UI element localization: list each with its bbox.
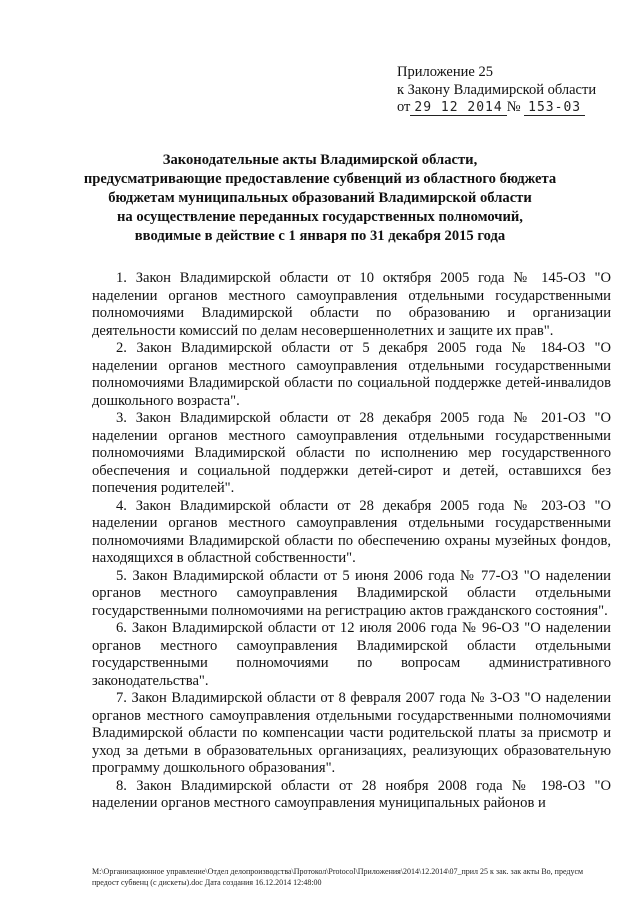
title-line: Законодательные акты Владимирской области, <box>162 152 478 168</box>
from-prefix: от <box>397 99 411 115</box>
appendix-date-line <box>397 99 632 117</box>
title-line: предусматривающие предоставление субвенций из областного бюджета <box>83 171 557 187</box>
appendix-law-reference: к Закону Владимирской области <box>397 81 597 98</box>
footer-path-line: предост субвенц (с дискеты).doc Дата создания 16.12.2014 12:48:00 <box>92 877 322 887</box>
number-sign: № <box>506 99 521 115</box>
appendix-number: Приложение 25 <box>397 64 493 80</box>
title-line: на осуществление переданных государственных полномочий, <box>117 209 523 225</box>
footer-path-line: M:\Организационное управление\Отдел делопроизводства\Протокол\Protocol\Приложения\2014\12.2014\07_прил 25 к зак. зак акты Во, предусм <box>92 867 584 876</box>
handwritten-date: 29 12 2014 <box>410 100 506 116</box>
law-item: 7. Закон Владимирской области от 8 февраля 2007 года № 3-ОЗ "О наделении органов местного самоуправления отдельными государственными полномочиями Владимирской области по компенсации части родительской платы за присмотр и уход за детьми в образовательных организациях, реализующих образовательную программу дошкольного образования". <box>92 690 611 776</box>
title-line: вводимые в действие с 1 января по 31 декабря 2015 года <box>134 228 506 244</box>
law-item: 8. Закон Владимирской области от 28 ноября 2008 года № 198-ОЗ "О наделении органов местного самоуправления муниципальных районов и <box>92 777 611 811</box>
law-item: 4. Закон Владимирской области от 28 декабря 2005 года № 203-ОЗ "О наделении органов местного самоуправления отдельными государственными полномочиями Владимирской области по обеспечению охраны музейных фондов, находящихся в областной собственности". <box>92 497 611 566</box>
handwritten-number: 153-03 <box>524 100 585 116</box>
title-line: бюджетам муниципальных образований Владимирской области <box>108 190 532 206</box>
law-list <box>92 270 611 813</box>
law-item: 6. Закон Владимирской области от 12 июля 2006 года № 96-ОЗ "О наделении органов местного самоуправления Владимирской области отдельными государственными полномочиями по вопросам административного законодательства". <box>92 620 611 689</box>
document-title <box>60 151 580 246</box>
law-item: 2. Закон Владимирской области от 5 декабря 2005 года № 184-ОЗ "О наделении органов местного самоуправления отдельными государственными полномочиями Владимирской области по социальной поддержке детей-инвалидов дошкольного возраста". <box>92 340 611 409</box>
appendix-block <box>397 64 632 117</box>
law-item: 3. Закон Владимирской области от 28 декабря 2005 года № 201-ОЗ "О наделении органов местного самоуправления отдельными государственными полномочиями Владимирской области по исполнению мер государственного обеспечения и социальной поддержки детей-сирот и детей, оставшихся без попечения родителей". <box>92 410 611 496</box>
file-path-footer <box>92 867 612 888</box>
law-item: 1. Закон Владимирской области от 10 октября 2005 года № 145-ОЗ "О наделении органов местного самоуправления отдельными государственными полномочиями Владимирской области по образованию и организации деятельности комиссий по делам несовершеннолетних и защите их прав". <box>92 270 611 339</box>
law-item: 5. Закон Владимирской области от 5 июня 2006 года № 77-ОЗ "О наделении органов местного самоуправления Владимирской области отдельными государственными полномочиями на регистрацию актов гражданского состояния". <box>92 567 611 619</box>
